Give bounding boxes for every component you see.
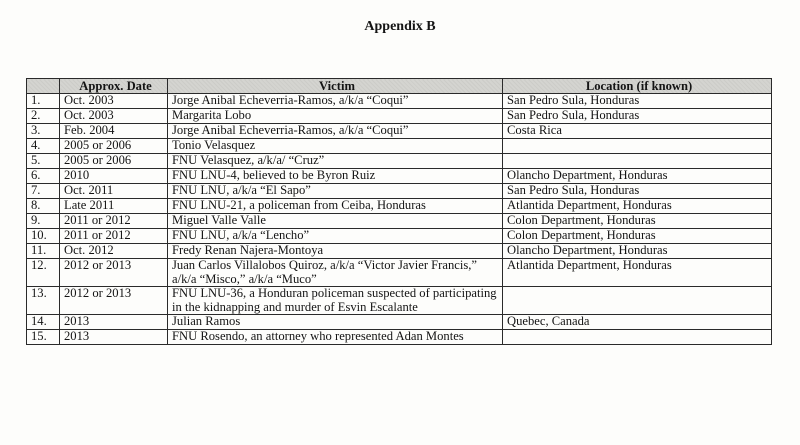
row-location: San Pedro Sula, Honduras (503, 109, 772, 124)
row-date: Oct. 2011 (60, 184, 168, 199)
row-victim: FNU Rosendo, an attorney who represented Adan Montes (168, 330, 503, 345)
header-victim: Victim (168, 79, 503, 94)
row-victim: Julian Ramos (168, 315, 503, 330)
row-date: 2005 or 2006 (60, 154, 168, 169)
row-number: 8. (27, 199, 60, 214)
row-location: Quebec, Canada (503, 315, 772, 330)
row-victim: Fredy Renan Najera-Montoya (168, 244, 503, 259)
table-row (27, 330, 772, 345)
table-row (27, 259, 772, 287)
row-number: 13. (27, 287, 60, 315)
row-location: San Pedro Sula, Honduras (503, 94, 772, 109)
row-victim: Tonio Velasquez (168, 139, 503, 154)
row-date: Late 2011 (60, 199, 168, 214)
row-victim: FNU LNU-36, a Honduran policeman suspected of participating in the kidnapping and murder of Esvin Escalante (168, 287, 503, 315)
appendix-table (26, 78, 772, 345)
page-title: Appendix B (364, 19, 436, 34)
row-date: 2013 (60, 330, 168, 345)
row-location: Colon Department, Honduras (503, 214, 772, 229)
table-row (27, 184, 772, 199)
row-victim: FNU Velasquez, a/k/a/ “Cruz” (168, 154, 503, 169)
row-victim: Jorge Anibal Echeverria-Ramos, a/k/a “Coqui” (168, 94, 503, 109)
row-number: 3. (27, 124, 60, 139)
row-date: 2010 (60, 169, 168, 184)
row-number: 4. (27, 139, 60, 154)
row-date: Feb. 2004 (60, 124, 168, 139)
row-victim: FNU LNU-21, a policeman from Ceiba, Honduras (168, 199, 503, 214)
header-date: Approx. Date (60, 79, 168, 94)
row-date: 2013 (60, 315, 168, 330)
row-location: Atlantida Department, Honduras (503, 259, 772, 287)
row-number: 12. (27, 259, 60, 287)
row-number: 9. (27, 214, 60, 229)
row-location: Colon Department, Honduras (503, 229, 772, 244)
header-location: Location (if known) (503, 79, 772, 94)
row-victim: Juan Carlos Villalobos Quiroz, a/k/a “Victor Javier Francis,” a/k/a “Misco,” a/k/a “Muco” (168, 259, 503, 287)
table-row (27, 244, 772, 259)
row-number: 1. (27, 94, 60, 109)
row-number: 14. (27, 315, 60, 330)
table-row (27, 287, 772, 315)
row-number: 11. (27, 244, 60, 259)
row-date: Oct. 2012 (60, 244, 168, 259)
row-victim: FNU LNU, a/k/a “El Sapo” (168, 184, 503, 199)
table-row (27, 169, 772, 184)
table-row (27, 139, 772, 154)
row-victim: Jorge Anibal Echeverria-Ramos, a/k/a “Coqui” (168, 124, 503, 139)
row-date: 2012 or 2013 (60, 259, 168, 287)
table-row (27, 214, 772, 229)
table-row (27, 315, 772, 330)
row-location: Costa Rica (503, 124, 772, 139)
row-date: Oct. 2003 (60, 109, 168, 124)
row-date: Oct. 2003 (60, 94, 168, 109)
row-date: 2005 or 2006 (60, 139, 168, 154)
row-location: Olancho Department, Honduras (503, 244, 772, 259)
row-victim: Margarita Lobo (168, 109, 503, 124)
row-location: Olancho Department, Honduras (503, 169, 772, 184)
table-row (27, 109, 772, 124)
row-location (503, 154, 772, 169)
table-row (27, 229, 772, 244)
row-number: 2. (27, 109, 60, 124)
row-location (503, 330, 772, 345)
table-row (27, 94, 772, 109)
row-victim: Miguel Valle Valle (168, 214, 503, 229)
row-number: 10. (27, 229, 60, 244)
row-victim: FNU LNU, a/k/a “Lencho” (168, 229, 503, 244)
row-date: 2011 or 2012 (60, 229, 168, 244)
table-header-row (27, 79, 772, 94)
row-number: 15. (27, 330, 60, 345)
header-number (27, 79, 60, 94)
row-date: 2012 or 2013 (60, 287, 168, 315)
row-number: 5. (27, 154, 60, 169)
row-location (503, 287, 772, 315)
row-location: San Pedro Sula, Honduras (503, 184, 772, 199)
table-row (27, 124, 772, 139)
table-row (27, 154, 772, 169)
table-row (27, 199, 772, 214)
row-number: 6. (27, 169, 60, 184)
row-number: 7. (27, 184, 60, 199)
row-location (503, 139, 772, 154)
row-location: Atlantida Department, Honduras (503, 199, 772, 214)
row-victim: FNU LNU-4, believed to be Byron Ruiz (168, 169, 503, 184)
row-date: 2011 or 2012 (60, 214, 168, 229)
